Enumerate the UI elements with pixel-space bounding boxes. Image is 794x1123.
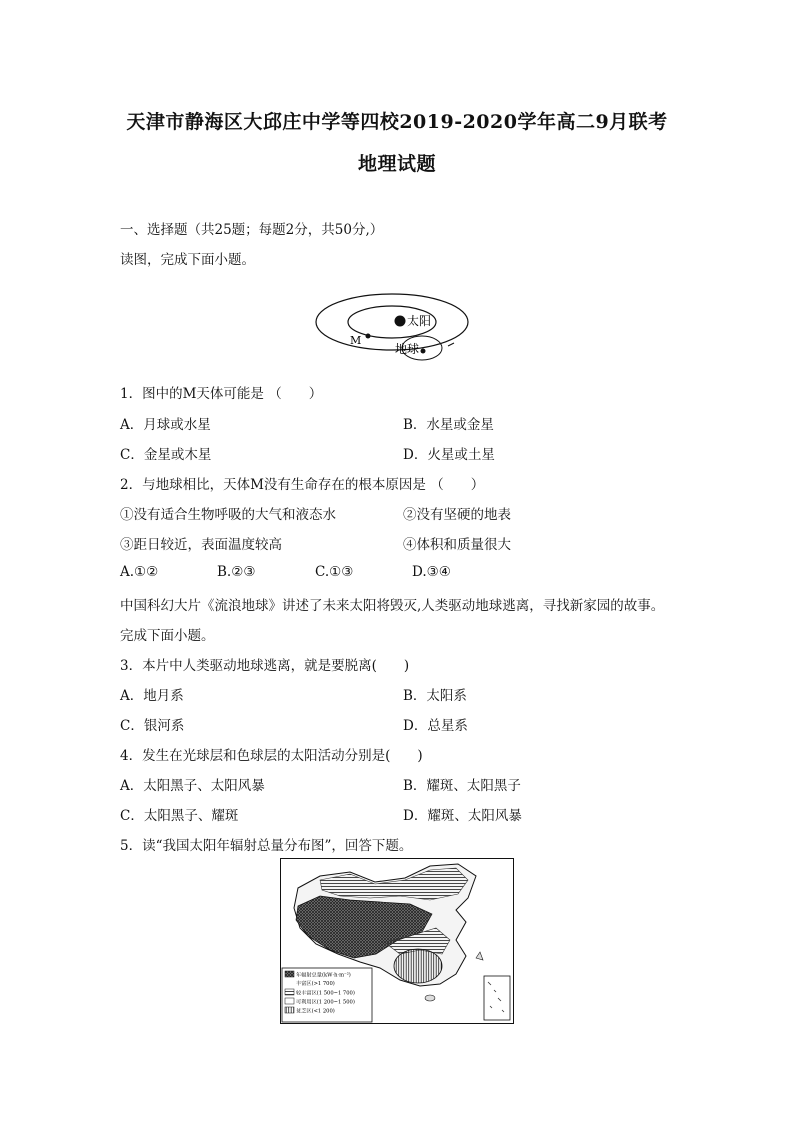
earth-dot — [421, 349, 426, 354]
legend-item-1: 丰富区(>1 700) — [296, 981, 335, 987]
legend-item-3: 可利用区(1 200~1 500) — [296, 999, 355, 1006]
south-sea-inset — [484, 976, 510, 1020]
outer-orbit — [316, 294, 468, 350]
island-hainan — [425, 995, 435, 1001]
zone-poor — [394, 949, 442, 983]
legend-swatch-1 — [285, 971, 294, 977]
q2-statement-1: ①没有适合生物呼吸的大气和液态水 — [120, 507, 336, 523]
exam-title: 天津市静海区大邱庄中学等四校2019-2020学年高二9月联考 — [126, 111, 668, 133]
earth-label: 地球 — [395, 342, 420, 356]
q4-option-d: D．耀斑、太阳风暴 — [403, 808, 522, 824]
q4-option-b: B．耀斑、太阳黑子 — [403, 778, 521, 794]
legend-item-2: 较丰富区(1 500~1 700) — [296, 990, 355, 997]
sun-dot — [395, 316, 406, 327]
q3-stem: 3．本片中人类驱动地球逃离，就是要脱离( ) — [120, 658, 410, 674]
q4-stem: 4．发生在光球层和色球层的太阳活动分别是( ) — [120, 748, 423, 764]
solar-radiation-map — [280, 858, 514, 1024]
intro2-line2: 完成下面小题。 — [120, 628, 215, 644]
m-label: M — [350, 334, 362, 347]
intro2-line1: 中国科幻大片《流浪地球》讲述了未来太阳将毁灭,人类驱动地球逃离，寻找新家园的故事。 — [120, 598, 665, 614]
q1-option-a: A．月球或水星 — [120, 417, 211, 433]
section-heading: 一、选择题（共25题；每题2分，共50分,） — [120, 222, 384, 238]
legend-title: 年辐射总量(kW·h·m⁻²) — [296, 972, 351, 979]
q1-option-c: C．金星或木星 — [120, 447, 212, 463]
q2-option-c: C.①③ — [315, 564, 354, 580]
q2-statement-4: ④体积和质量很大 — [403, 537, 511, 553]
q2-stem: 2．与地球相比，天体M没有生命存在的根本原因是 （ ） — [120, 477, 485, 493]
legend-swatch-2 — [285, 989, 294, 995]
q2-statement-3: ③距日较近，表面温度较高 — [120, 537, 282, 553]
sun-label: 太阳 — [407, 314, 432, 328]
q3-option-b: B．太阳系 — [403, 688, 467, 704]
q2-option-b: B.②③ — [217, 564, 256, 580]
q2-option-a: A.①② — [120, 564, 159, 580]
q2-option-d: D.③④ — [412, 564, 451, 580]
q3-option-a: A．地月系 — [120, 688, 184, 704]
intro-text: 读图，完成下面小题。 — [120, 252, 255, 268]
q1-stem: 1．图中的M天体可能是 （ ） — [120, 386, 323, 402]
q4-option-c: C．太阳黑子、耀斑 — [120, 808, 239, 824]
q1-option-b: B．水星或金星 — [403, 417, 494, 433]
q5-stem: 5．读“我国太阳年辐射总量分布图”，回答下题。 — [120, 838, 413, 854]
legend-swatch-3 — [285, 998, 294, 1004]
q4-option-a: A．太阳黑子、太阳风暴 — [120, 778, 265, 794]
q3-option-d: D．总星系 — [403, 718, 468, 734]
q2-statement-2: ②没有坚硬的地表 — [403, 507, 511, 523]
q1-option-d: D．火星或土星 — [403, 447, 495, 463]
legend-item-4: 贫乏区(<1 200) — [296, 1008, 335, 1015]
legend-swatch-4 — [285, 1007, 294, 1013]
orbit-arrow — [448, 343, 454, 346]
exam-subject: 地理试题 — [357, 153, 436, 175]
q3-option-c: C．银河系 — [120, 718, 185, 734]
orbit-diagram — [310, 290, 480, 370]
m-dot — [366, 334, 371, 339]
